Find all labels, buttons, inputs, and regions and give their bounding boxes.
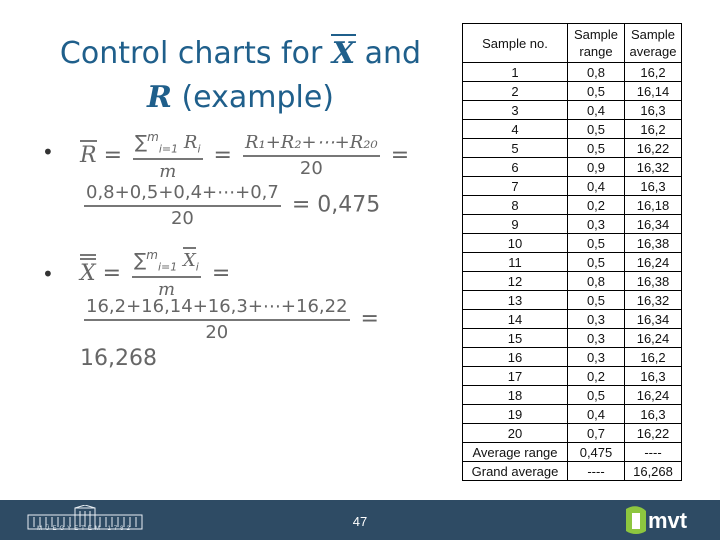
cell-sample-no: 19 (463, 405, 568, 424)
bme-caption: MŰEGYETEM 1782 (37, 526, 133, 532)
table-row (463, 82, 682, 101)
table-row (463, 101, 682, 120)
cell-sample-no: 4 (463, 120, 568, 139)
cell-sample-no: 16 (463, 348, 568, 367)
formula-rbar-values (80, 182, 380, 229)
table-row (463, 367, 682, 386)
cell-sample-range: 0,9 (568, 158, 625, 177)
table-row (463, 310, 682, 329)
summary-value: ---- (625, 443, 682, 462)
table-row (463, 158, 682, 177)
summary-value: 16,268 (625, 462, 682, 481)
cell-sample-no: 20 (463, 424, 568, 443)
cell-sample-average: 16,34 (625, 215, 682, 234)
equals-sign: = (102, 260, 122, 286)
cell-sample-no: 5 (463, 139, 568, 158)
xbarbar-symbol: X (80, 261, 96, 286)
cell-sample-no: 10 (463, 234, 568, 253)
cell-sample-average: 16,3 (625, 101, 682, 120)
cell-sample-average: 16,32 (625, 158, 682, 177)
table-row (463, 120, 682, 139)
cell-sample-average: 16,2 (625, 348, 682, 367)
table-row (463, 63, 682, 82)
table-row (463, 234, 682, 253)
cell-sample-average: 16,24 (625, 329, 682, 348)
cell-sample-no: 13 (463, 291, 568, 310)
cell-sample-no: 7 (463, 177, 568, 196)
cell-sample-no: 12 (463, 272, 568, 291)
cell-sample-range: 0,5 (568, 386, 625, 405)
cell-sample-average: 16,18 (625, 196, 682, 215)
title-symbol-r: R (146, 80, 172, 115)
bullet-icon: • (42, 140, 54, 164)
rbar-symbol: R (80, 143, 97, 168)
xbar-values-fraction: $\frac{16,2+16,14+16,3+\cdots+16,22}{20}$ (86, 296, 348, 343)
cell-sample-no: 17 (463, 367, 568, 386)
cell-sample-average: 16,22 (625, 139, 682, 158)
table-row (463, 405, 682, 424)
cell-sample-no: 2 (463, 82, 568, 101)
cell-sample-range: 0,2 (568, 367, 625, 386)
cell-sample-average: 16,24 (625, 386, 682, 405)
cell-sample-range: 0,4 (568, 177, 625, 196)
summary-label: Grand average (463, 462, 568, 481)
footer-bar (0, 500, 720, 540)
equals-sign: = (103, 142, 123, 168)
title-symbol-xbar: X (331, 36, 356, 71)
cell-sample-average: 16,24 (625, 253, 682, 272)
table-row (463, 196, 682, 215)
slide-title (28, 32, 453, 120)
title-text: Control charts for (59, 36, 323, 71)
cell-sample-range: 0,5 (568, 120, 625, 139)
cell-sample-no: 1 (463, 63, 568, 82)
cell-sample-range: 0,3 (568, 348, 625, 367)
table-row (463, 329, 682, 348)
equals-sign: = (360, 306, 379, 332)
cell-sample-range: 0,3 (568, 310, 625, 329)
cell-sample-range: 0,3 (568, 329, 625, 348)
cell-sample-range: 0,5 (568, 82, 625, 101)
summary-label: Average range (463, 443, 568, 462)
rbar-values-fraction: $\frac{0,8+0,5+0,4+\cdots+0,7}{20}$ (86, 182, 279, 229)
table-row (463, 253, 682, 272)
cell-sample-average: 16,2 (625, 63, 682, 82)
cell-sample-no: 14 (463, 310, 568, 329)
cell-sample-range: 0,5 (568, 139, 625, 158)
header-sample-no: Sample no. (463, 24, 568, 63)
cell-sample-average: 16,3 (625, 367, 682, 386)
cell-sample-average: 16,3 (625, 405, 682, 424)
table-row (463, 177, 682, 196)
cell-sample-no: 11 (463, 253, 568, 272)
header-sample-range: Sample range (568, 24, 625, 63)
cell-sample-average: 16,34 (625, 310, 682, 329)
cell-sample-range: 0,4 (568, 405, 625, 424)
title-example: (example) (181, 80, 335, 115)
summary-value: ---- (568, 462, 625, 481)
equals-sign: = (211, 260, 231, 286)
cell-sample-no: 8 (463, 196, 568, 215)
cell-sample-average: 16,3 (625, 177, 682, 196)
cell-sample-range: 0,8 (568, 63, 625, 82)
cell-sample-no: 15 (463, 329, 568, 348)
table-row (463, 386, 682, 405)
slide-number: 47 (352, 514, 368, 529)
rbar-sum-fraction: $\frac{\sum^m_{i=1} R_i}{m}$ (135, 130, 201, 182)
cell-sample-average: 16,38 (625, 272, 682, 291)
table-row (463, 139, 682, 158)
cell-sample-average: 16,2 (625, 120, 682, 139)
formula-xbar-values (80, 296, 379, 343)
cell-sample-range: 0,4 (568, 101, 625, 120)
table-row (463, 272, 682, 291)
cell-sample-range: 0,7 (568, 424, 625, 443)
cell-sample-no: 18 (463, 386, 568, 405)
cell-sample-range: 0,3 (568, 215, 625, 234)
rbar-result: 0,475 (317, 192, 381, 218)
table-header-row (463, 24, 682, 63)
header-sample-average: Sample average (625, 24, 682, 63)
cell-sample-no: 3 (463, 101, 568, 120)
equals-sign: = (291, 192, 311, 218)
cell-sample-average: 16,38 (625, 234, 682, 253)
mvt-logo-text: mvt (648, 508, 688, 533)
cell-sample-average: 16,22 (625, 424, 682, 443)
cell-sample-range: 0,5 (568, 253, 625, 272)
title-line-2 (28, 76, 453, 120)
table-row (463, 424, 682, 443)
cell-sample-range: 0,5 (568, 234, 625, 253)
formula-xbarbar (80, 248, 230, 300)
table-summary-row (463, 443, 682, 462)
xbar-sum-fraction: ∑$^m_{i=1}$ $X_i$ m (134, 248, 199, 300)
table-row (463, 215, 682, 234)
sample-table (462, 23, 682, 481)
formula-rbar (80, 130, 409, 182)
title-line-1 (28, 32, 453, 76)
cell-sample-no: 9 (463, 215, 568, 234)
table-body (463, 63, 682, 481)
university-building-logo-icon (20, 505, 150, 537)
cell-sample-range: 0,5 (568, 291, 625, 310)
cell-sample-range: 0,2 (568, 196, 625, 215)
table-summary-row (463, 462, 682, 481)
equals-sign: = (390, 142, 410, 168)
summary-value: 0,475 (568, 443, 625, 462)
equals-sign: = (213, 142, 232, 168)
xbarbar-result: 16,268 (80, 346, 157, 371)
cell-sample-no: 6 (463, 158, 568, 177)
rbar-expand-fraction: $\frac{\text{R₁+R₂+⋯+R₂₀}}{20}$ (244, 132, 378, 180)
cell-sample-average: 16,14 (625, 82, 682, 101)
table-row (463, 348, 682, 367)
bullet-icon: • (42, 262, 54, 286)
title-and: and (364, 36, 422, 71)
cell-sample-range: 0,8 (568, 272, 625, 291)
cell-sample-average: 16,32 (625, 291, 682, 310)
table-row (463, 291, 682, 310)
